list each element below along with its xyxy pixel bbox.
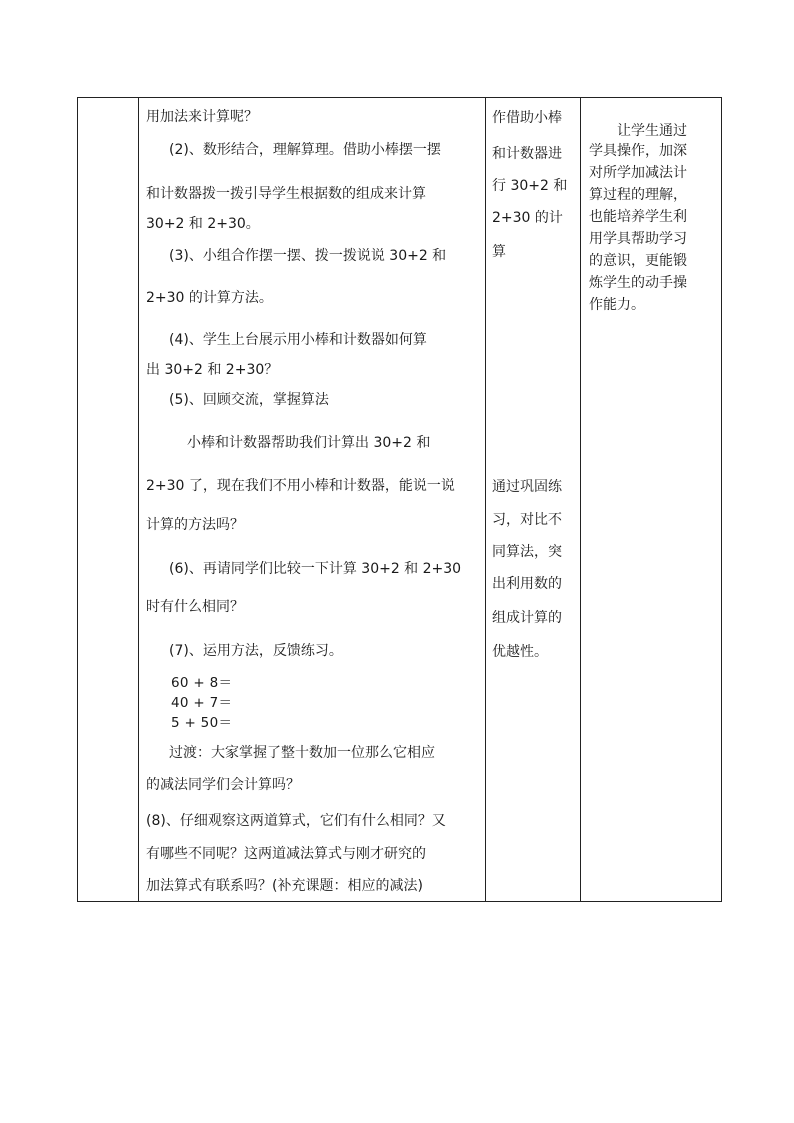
process-line: 用加法来计算呢？ — [146, 109, 258, 125]
process-line: (4)、学生上台展示用小棒和计数器如何算 — [169, 332, 427, 348]
process-line: 时有什么相同？ — [146, 599, 244, 615]
intent-line: 作能力。 — [589, 297, 645, 313]
blank-column-cell — [78, 98, 139, 902]
process-line: 的减法同学们会计算吗？ — [146, 777, 300, 793]
intent-line: 也能培养学生利 — [589, 209, 687, 225]
activity-line: 2+30 的计 — [492, 210, 563, 226]
activity-line: 算 — [492, 244, 506, 260]
intent-line: 让学生通过 — [617, 123, 687, 139]
practice-equation: 5 + 50＝ — [171, 715, 233, 731]
intent-line: 用学具帮助学习 — [589, 231, 687, 247]
process-line: 2+30 了，现在我们不用小棒和计数器，能说一说 — [146, 478, 455, 494]
process-line: (2)、数形结合，理解算理。借助小棒摆一摆 — [169, 142, 441, 158]
process-line: (5)、回顾交流，掌握算法 — [169, 392, 329, 408]
intent-line: 的意识，更能锻 — [589, 253, 687, 269]
activity-line: 和计数器进 — [492, 146, 562, 162]
activity-line: 行 30+2 和 — [492, 178, 568, 194]
intent-line: 学具操作，加深 — [589, 143, 687, 159]
activity-line: 组成计算的 — [492, 610, 562, 626]
practice-equation: 40 + 7＝ — [171, 695, 233, 711]
activity-line: 通过巩固练 — [492, 479, 562, 495]
design-intent-cell — [581, 98, 722, 902]
activity-line: 优越性。 — [492, 644, 548, 660]
teaching-process-cell — [139, 98, 486, 902]
process-line: 加法算式有联系吗？(补充课题：相应的减法) — [146, 878, 423, 894]
practice-equation: 60 + 8＝ — [171, 675, 233, 691]
process-line: 和计数器拨一拨引导学生根据数的组成来计算 — [146, 186, 426, 202]
activity-line: 同算法，突 — [492, 544, 562, 560]
process-line: (7)、运用方法，反馈练习。 — [169, 643, 343, 659]
process-line: 30+2 和 2+30。 — [146, 216, 260, 232]
process-line: 过渡：大家掌握了整十数加一位那么它相应 — [169, 745, 435, 761]
process-line: (8)、仔细观察这两道算式，它们有什么相同？又 — [146, 813, 446, 829]
activity-line: 作借助小棒 — [492, 110, 562, 126]
process-line: 计算的方法吗？ — [146, 517, 244, 533]
table-row — [78, 98, 722, 902]
intent-line: 炼学生的动手操 — [589, 275, 687, 291]
process-line: (6)、再请同学们比较一下计算 30+2 和 2+30 — [169, 561, 462, 577]
process-line: 出 30+2 和 2+30？ — [146, 362, 279, 378]
intent-line: 对所学加减法计 — [589, 165, 687, 181]
activity-line: 习，对比不 — [492, 512, 562, 528]
student-activity-cell — [486, 98, 581, 902]
process-line: 小棒和计数器帮助我们计算出 30+2 和 — [187, 435, 431, 451]
process-line: (3)、小组合作摆一摆、拨一拨说说 30+2 和 — [169, 248, 447, 264]
intent-line: 算过程的理解， — [589, 187, 687, 203]
activity-line: 出利用数的 — [492, 576, 562, 592]
process-line: 2+30 的计算方法。 — [146, 290, 273, 306]
process-line: 有哪些不同呢？这两道减法算式与刚才研究的 — [146, 846, 426, 862]
lesson-plan-table — [77, 97, 722, 902]
